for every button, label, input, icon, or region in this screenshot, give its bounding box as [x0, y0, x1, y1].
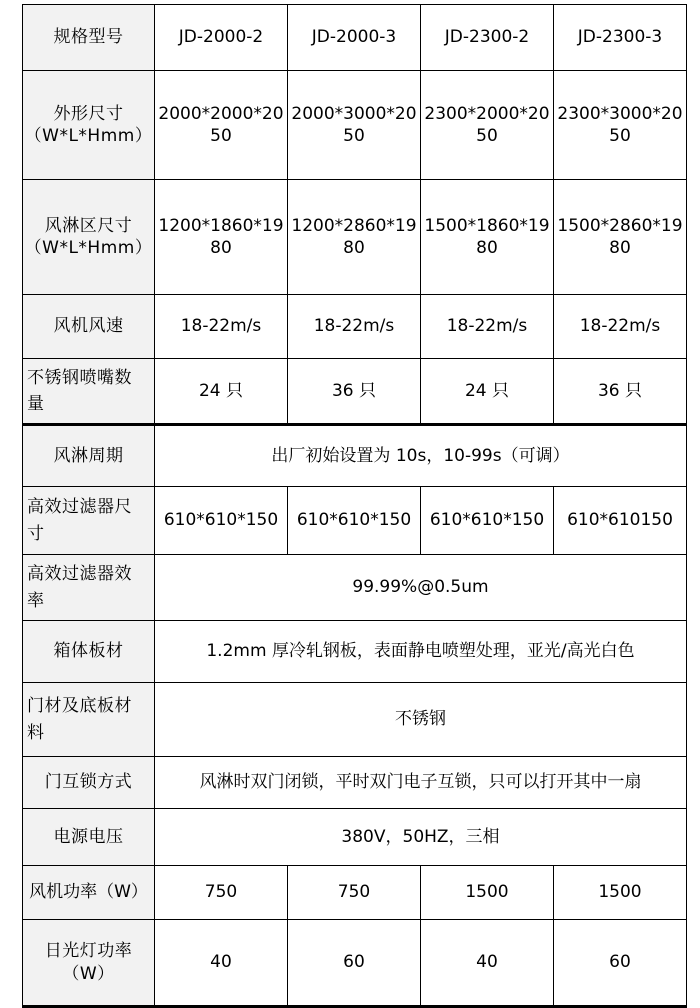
outer-size-value-3b: 50	[476, 126, 498, 146]
row-interlock	[23, 757, 687, 809]
spec-table-container	[22, 4, 686, 1008]
outer-size-label-line2: （W*L*Hmm）	[24, 126, 153, 146]
filter-size-value-3: 610*610*150	[421, 487, 554, 555]
cycle-label: 风淋周期	[23, 425, 155, 487]
shower-size-value-3a: 1500*1860*19	[424, 215, 550, 236]
lamp-power-value-4: 60	[554, 920, 687, 1007]
filter-size-label-line2: 寸	[27, 523, 45, 544]
outer-size-value-2b: 50	[343, 126, 365, 146]
row-filter-size	[23, 487, 687, 555]
row-box-material	[23, 621, 687, 683]
shower-size-label-line2: （W*L*Hmm）	[24, 238, 153, 258]
wind-speed-value-4: 18-22m/s	[554, 295, 687, 359]
row-lamp-power	[23, 920, 687, 1007]
voltage-value: 380V，50HZ，三相	[155, 809, 687, 866]
outer-size-label-line1: 外形尺寸	[53, 103, 124, 124]
model-name-2: JD-2000-3	[288, 5, 421, 71]
shower-size-value-1b: 80	[210, 238, 232, 258]
row-filter-eff	[23, 555, 687, 621]
nozzles-label-line1: 不锈钢喷嘴数	[27, 367, 132, 388]
model-name-1: JD-2000-2	[155, 5, 288, 71]
shower-size-label	[23, 180, 155, 295]
row-wind-speed	[23, 295, 687, 359]
fan-power-value-1: 750	[155, 866, 288, 920]
filter-eff-label	[23, 555, 155, 621]
row-outer-size	[23, 71, 687, 180]
model-name-3: JD-2300-2	[421, 5, 554, 71]
shower-size-value-2a: 1200*2860*19	[291, 215, 417, 236]
outer-size-value-1b: 50	[210, 126, 232, 146]
outer-size-label	[23, 71, 155, 180]
box-material-label: 箱体板材	[23, 621, 155, 683]
lamp-power-value-1: 40	[155, 920, 288, 1007]
filter-size-value-2: 610*610*150	[288, 487, 421, 555]
header-label: 规格型号	[23, 5, 155, 71]
outer-size-cell-2	[288, 71, 421, 180]
door-material-label-line2: 料	[27, 722, 45, 743]
box-material-value: 1.2mm 厚冷轧钢板，表面静电喷塑处理，亚光/高光白色	[155, 621, 687, 683]
model-name-4: JD-2300-3	[554, 5, 687, 71]
fan-power-value-2: 750	[288, 866, 421, 920]
row-nozzles	[23, 359, 687, 425]
shower-size-cell-4	[554, 180, 687, 295]
shower-size-value-2b: 80	[343, 238, 365, 258]
row-fan-power	[23, 866, 687, 920]
fan-power-value-4: 1500	[554, 866, 687, 920]
shower-size-value-4a: 1500*2860*19	[557, 215, 683, 236]
shower-size-value-1a: 1200*1860*19	[158, 215, 284, 236]
lamp-power-label-line1: 日光灯功率	[44, 941, 133, 962]
door-material-label-line1: 门材及底板材	[27, 696, 132, 717]
nozzles-value-4: 36 只	[554, 359, 687, 425]
filter-eff-label-line2: 率	[27, 590, 45, 611]
shower-size-value-3b: 80	[476, 238, 498, 258]
outer-size-cell-4	[554, 71, 687, 180]
filter-size-label	[23, 487, 155, 555]
filter-eff-value: 99.99%@0.5um	[155, 555, 687, 621]
filter-size-label-line1: 高效过滤器尺	[27, 497, 132, 518]
door-material-label	[23, 683, 155, 757]
shower-size-cell-2	[288, 180, 421, 295]
filter-size-value-1: 610*610*150	[155, 487, 288, 555]
door-material-value: 不锈钢	[155, 683, 687, 757]
lamp-power-label	[23, 920, 155, 1007]
outer-size-value-4a: 2300*3000*20	[557, 103, 683, 124]
interlock-label: 门互锁方式	[23, 757, 155, 809]
nozzles-value-1: 24 只	[155, 359, 288, 425]
fan-power-label: 风机功率（W）	[23, 866, 155, 920]
shower-size-value-4b: 80	[609, 238, 631, 258]
row-door-material	[23, 683, 687, 757]
lamp-power-label-line2: （W）	[62, 963, 115, 984]
interlock-value: 风淋时双门闭锁，平时双门电子互锁，只可以打开其中一扇	[155, 757, 687, 809]
spec-table	[22, 4, 687, 1008]
row-shower-size	[23, 180, 687, 295]
row-cycle	[23, 425, 687, 487]
cycle-value: 出厂初始设置为 10s，10-99s（可调）	[155, 425, 687, 487]
fan-power-value-3: 1500	[421, 866, 554, 920]
wind-speed-label: 风机风速	[23, 295, 155, 359]
nozzles-label-line2: 量	[27, 394, 45, 414]
outer-size-cell-3	[421, 71, 554, 180]
shower-size-cell-1	[155, 180, 288, 295]
shower-size-label-line1: 风淋区尺寸	[44, 215, 133, 236]
outer-size-value-2a: 2000*3000*20	[291, 103, 417, 124]
nozzles-value-2: 36 只	[288, 359, 421, 425]
row-voltage	[23, 809, 687, 866]
wind-speed-value-3: 18-22m/s	[421, 295, 554, 359]
outer-size-value-4b: 50	[609, 126, 631, 146]
shower-size-cell-3	[421, 180, 554, 295]
lamp-power-value-2: 60	[288, 920, 421, 1007]
outer-size-cell-1	[155, 71, 288, 180]
outer-size-value-3a: 2300*2000*20	[424, 103, 550, 124]
outer-size-value-1a: 2000*2000*20	[158, 103, 284, 124]
lamp-power-value-3: 40	[421, 920, 554, 1007]
header-row	[23, 5, 687, 71]
filter-eff-label-line1: 高效过滤器效	[27, 564, 132, 585]
voltage-label: 电源电压	[23, 809, 155, 866]
nozzles-value-3: 24 只	[421, 359, 554, 425]
wind-speed-value-1: 18-22m/s	[155, 295, 288, 359]
filter-size-value-4: 610*610150	[554, 487, 687, 555]
nozzles-label	[23, 359, 155, 425]
wind-speed-value-2: 18-22m/s	[288, 295, 421, 359]
